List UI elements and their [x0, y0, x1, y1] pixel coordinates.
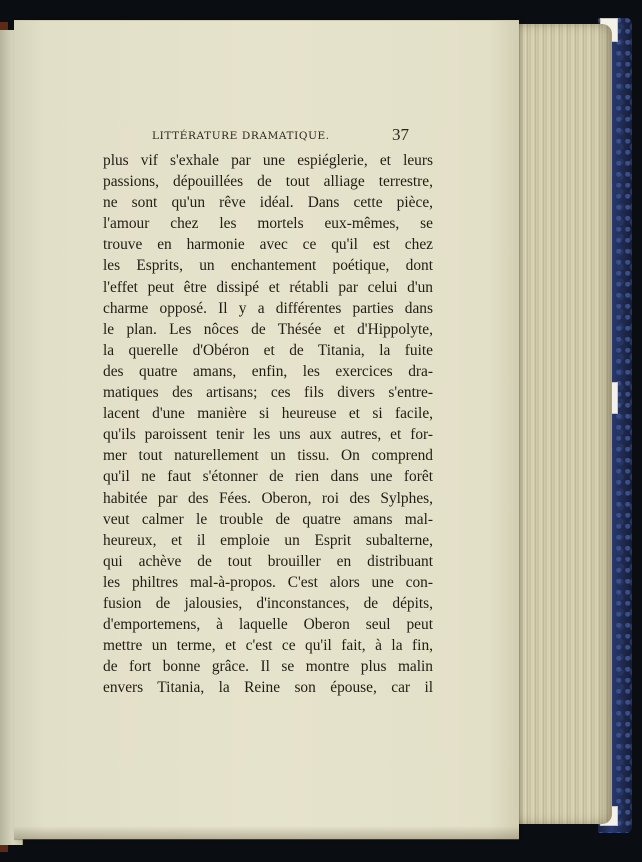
text-line: d'emportemens, à laquelle Oberon seul peut [103, 616, 433, 634]
text-line: l'effet peut être dissipé et rétabli par celui d'un [103, 278, 433, 296]
text-line: les philtres mal-à-propos. C'est alors une con- [103, 573, 433, 591]
running-head: LITTÉRATURE DRAMATIQUE. [152, 130, 330, 142]
text-line: de fort bonne grâce. Il se montre plus malin [103, 658, 433, 676]
text-line: charme opposé. Il y a différentes parties dans [103, 299, 433, 317]
text-line: lacent d'une manière si heureuse et si facile, [103, 405, 433, 423]
text-line: veut calmer le trouble de quatre amans mal- [103, 510, 433, 528]
text-line: qui achève de tout brouiller en distribuant [103, 552, 433, 570]
text-line: les Esprits, un enchantement poétique, dont [103, 257, 433, 275]
text-line: qu'il ne faut s'étonner de rien dans une forêt [103, 468, 433, 486]
page-edges-block [508, 24, 612, 824]
text-line: la querelle d'Obéron et de Titania, la fuite [103, 341, 433, 359]
text-line: ne sont qu'un rêve idéal. Dans cette pièce, [103, 194, 433, 212]
body-text [103, 150, 433, 698]
text-line: mettre un terme, et c'est ce qu'il fait, à la fin, [103, 637, 433, 655]
page-number: 37 [392, 125, 409, 144]
text-line: plus vif s'exhale par une espiéglerie, et leurs [103, 152, 433, 169]
text-line: habitée par des Fées. Oberon, roi des Sylphes, [103, 489, 433, 507]
text-line: passions, dépouillées de tout alliage terrestre, [103, 173, 433, 191]
text-line: fusion de jalousies, d'inconstances, de dépits, [103, 594, 433, 612]
text-line: trouve en harmonie avec ce qu'il est chez [103, 236, 433, 254]
text-line: qu'ils paroissent tenir les uns aux autres, et for- [103, 426, 433, 444]
text-line: matiques des artisans; ces fils divers s'entre- [103, 384, 433, 402]
text-line: l'amour chez les mortels eux-mêmes, se [103, 215, 433, 233]
text-line: le plan. Les nôces de Thésée et d'Hippolyte, [103, 320, 433, 338]
text-line: mer tout naturellement un tissu. On comprend [103, 447, 433, 465]
text-line: des quatre amans, enfin, les exercices dra- [103, 362, 433, 380]
text-line: heureux, et il emploie un Esprit subalterne, [103, 531, 433, 549]
text-line: envers Titania, la Reine son épouse, car il [103, 679, 433, 697]
page-shadow [14, 826, 519, 840]
